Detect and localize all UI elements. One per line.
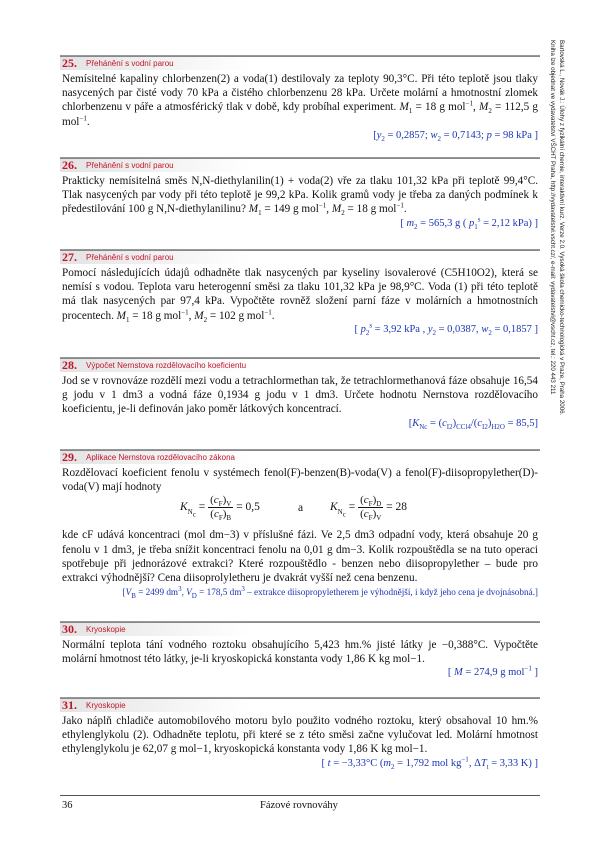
problem-text: Rozdělovací koeficient fenolu v systémech fenol(F)-benzen(B)-voda(V) a fenol(F)-diisopropylether(D)-voda(V) mají hodnoty [62, 467, 538, 494]
problem-answer: [$V_B = 2499$ $dm^3$, $V_D = 178,5$ $dm^3$ – extrakce diisopropyletherem je výhodnější, i když jeho cena je dvojnásobná.] [122, 585, 538, 601]
equation-ether: $K_{N_c}$ = $\frac{(c_F)_D}{(c_F)_V}$ = 28 [330, 494, 408, 523]
footer-rule [60, 795, 540, 796]
problem-text-main: Pomocí následujících údajů odhadněte tlak nasycených par kyseliny isovalerové (C5H10O2), která se nemísí s vodou. Teplota varu heterogenní směsi za tlaku 101,32 kPa je 98,9°C. Voda (1) při této teplotě má tlak nasycených par 97,4 kPa. Vypočtěte rovněž složení parní fáze v molárních a hmotnostních procentech. [62, 267, 538, 322]
equation-benzene: $K_{N_c}$ = $\frac{(c_F)_V}{(c_F)_B}$ = 0,5 [180, 494, 260, 523]
page-number: 36 [62, 800, 73, 811]
chapter-title: Fázové rovnováhy [260, 800, 338, 811]
problem-number: 29. [62, 450, 77, 464]
problem-29 [60, 449, 540, 599]
problem-text-main: Prakticky nemísitelná směs N,N-diethylanilin(1) + voda(2) vře za tlaku 101,32 kPa při teplotě 99,4°C. Tlak nasycených par vody při této teplotě je 99,2 kPa. Kolik gramů vody je třeba za daných podmínek k předestilování 100 g N,N-diethylanilinu? [62, 175, 538, 216]
problem-given: $M_1 = 18$ g mol$^{-1}$, $M_2 = 112,5$ g mol$^{-1}$. [62, 99, 538, 128]
problem-number: 31. [62, 698, 77, 712]
problem-answer: [$y_2 = 0,2857$; $w_2 = 0,7143$; p = 98 kPa ] [373, 129, 538, 143]
problem-27 [60, 249, 540, 337]
problem-title: Přehánění s vodní parou [86, 59, 174, 68]
problem-answer: [ $p_2^s = 3,92$ kPa , $y_2 = 0,0387$, $w_2 = 0,1857$ ] [354, 321, 538, 337]
problem-text [60, 70, 540, 129]
problem-header [60, 450, 540, 464]
problem-title: Kryoskopie [86, 625, 126, 634]
problem-text: Jod se v rovnováze rozdělí mezi vodu a tetrachlormethan tak, že tetrachlormethanová fáze obsahuje 16,54 g jodu v 1 dm3 a vodná fáze 0,1934 g jodu v 1 dm3. Určete hodnotu Nernstova rozdělovacího koeficientu, je-li definován jako poměr látkových koncentrací. [62, 375, 538, 416]
problem-header [60, 158, 540, 172]
problem-title: Přehánění s vodní parou [86, 161, 174, 170]
equation-ether-value: = 28 [386, 501, 408, 514]
side-note-line2: Kniha lze objednat ve vydavatelství VŠCHT Praha, http://vydavatelstvi.vscht.cz/, e-mail: vydavatelstvi@vscht.cz, tel.: 220 443 211 [549, 40, 556, 395]
equation-benzene-value: = 0,5 [236, 501, 260, 514]
problem-given: $M_1 = 149$ g mol$^{-1}$, $M_2 = 18$ g mol$^{-1}$. [248, 201, 407, 218]
equation-and: a [298, 502, 304, 515]
problem-answer: [ t = −3,33°C ($m_2 = 1,792$ mol $kg^{-1}$, $\Delta T_t = 3,33$ K) ] [321, 755, 538, 771]
side-note-line1: Bartovská L., Novák J.: Úlohy z fyzikální chemie, interaktivní kurz. Verze 2.0. Vysoká škola chemicko-technologická v Praze, Praha 2006. [558, 40, 565, 416]
side-note [536, 40, 566, 420]
problem-text-main: Nemísitelné kapaliny chlorbenzen(2) a voda(1) destilovaly za teploty 90,3°C. Při této teplotě jsou tlaky nasycených par čisté vody 70 kPa a čistého chlorbenzenu 28 kPa. Určete molární a hmotnostní zlomek chlorbenzenu v páře a atmosférický tlak v době, kdy probíhal experiment. [62, 73, 538, 114]
problem-30 [60, 621, 540, 680]
problem-given: $M_1 = 18$ g mol$^{-1}$, $M_2 = 102$ g mol$^{-1}$. [116, 307, 275, 324]
problem-title: Výpočet Nernstova rozdělovacího koeficientu [86, 361, 247, 370]
problem-header [60, 358, 540, 372]
problem-header [60, 56, 540, 70]
problem-number: 25. [62, 56, 77, 70]
problem-header [60, 698, 540, 712]
problem-31 [60, 697, 540, 771]
problem-25 [60, 55, 540, 143]
problem-title: Kryoskopie [86, 701, 126, 710]
problem-answer: [ M = 274,9 g mol$^{-1}$ ] [447, 664, 538, 679]
problem-answer: [ $m_2 = 565,3$ g ( $p_1^s = 2,12$ kPa) ] [400, 215, 538, 231]
problem-title: Přehánění s vodní parou [86, 253, 174, 262]
problem-text [60, 264, 540, 323]
problem-number: 26. [62, 158, 77, 172]
problem-header [60, 622, 540, 636]
problem-number: 27. [62, 250, 77, 264]
equation-line [60, 494, 540, 526]
problem-text: Jako náplň chladiče automobilového motoru bylo použito vodného roztoku, který obsahoval 10 hm.% ethylenglykolu (2). Odhadněte teplotu, při které se z této směsi začne vylučovat led. Molární hmotnost ethylenglykolu je 62,07 g mol−1, kryoskopická konstanta vody 1,86 K kg mol−1. [62, 715, 538, 756]
problem-text [60, 172, 540, 217]
problem-number: 30. [62, 622, 77, 636]
problem-28 [60, 357, 540, 431]
problem-answer: $[K_{Nc} = (c_{I2})_{CCl4}/(c_{I2})_{H2O} = 85,5]$ [408, 417, 538, 431]
problem-header [60, 250, 540, 264]
problem-number: 28. [62, 358, 77, 372]
problem-text: Normální teplota tání vodného roztoku obsahujícího 5,423 hm.% jisté látky je −0,388°C. Vypočtěte molární hmotnost této látky, je-li kryoskopická konstanta vody 1,86 K kg mol−1. [62, 639, 538, 666]
problem-text-2: kde cF udává koncentraci (mol dm−3) v příslušné fázi. Ve 2,5 dm3 odpadní vody, která obsahuje 20 g fenolu v 1 dm3, je třeba snížit koncentraci fenolu na 0,01 g dm−3. Kolik rozpouštědla se na tuto operaci spotřebuje při jednorázové extrakci? Které rozpouštědlo - benzen nebo diisopropylether – bude pro extrakci výhodnější? Cena diisoprolyletheru je dvakrát vyšší než cena benzenu. [62, 529, 538, 585]
problem-title: Aplikace Nernstova rozdělovacího zákona [86, 453, 235, 462]
problem-26 [60, 157, 540, 231]
